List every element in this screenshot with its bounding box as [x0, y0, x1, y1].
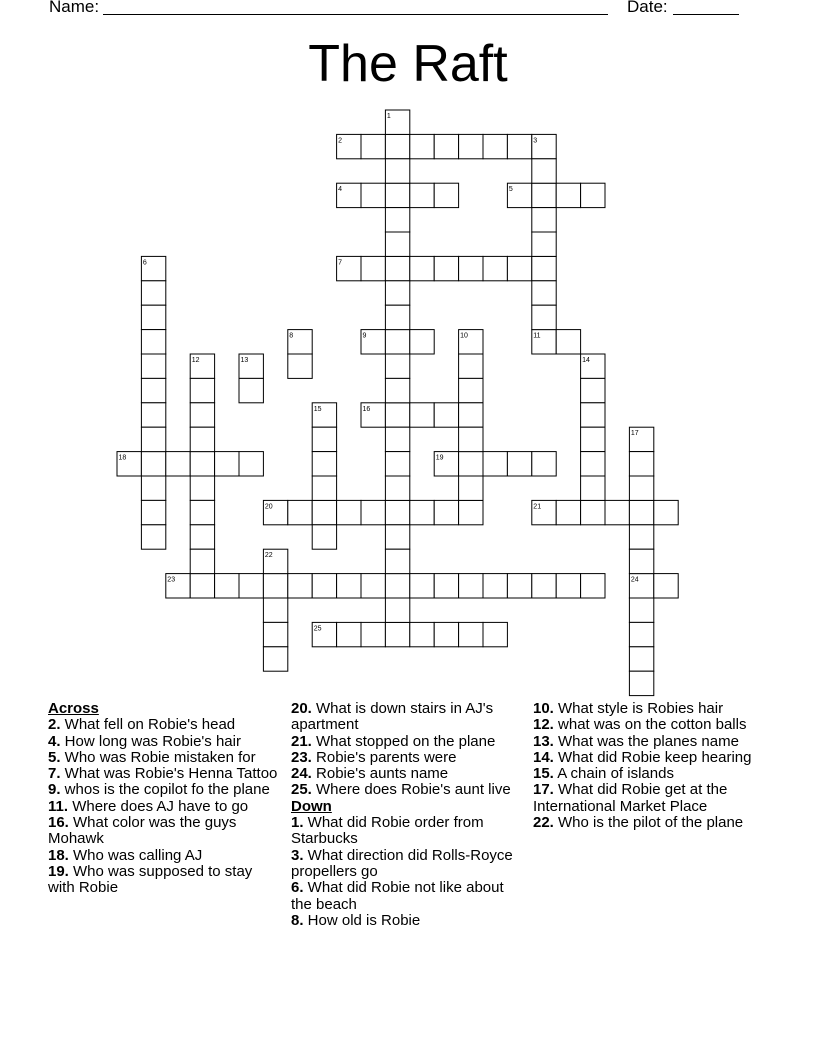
clue-number: 17. — [533, 781, 554, 799]
across-clue — [48, 734, 278, 750]
grid-cell[interactable] — [385, 403, 409, 427]
grid-cell[interactable] — [629, 549, 653, 573]
down-clue — [291, 815, 521, 848]
clue-number-label: 1 — [386, 113, 391, 120]
down-clue — [291, 913, 521, 929]
across-clue — [291, 782, 521, 798]
clue-text: Robie's parents were — [311, 748, 457, 766]
clue-number-label: 22 — [264, 552, 273, 560]
grid-cell[interactable] — [581, 476, 605, 500]
grid-cell[interactable] — [459, 500, 483, 524]
grid-cell[interactable] — [263, 598, 287, 622]
grid-cell[interactable] — [556, 183, 580, 207]
grid-cell[interactable] — [629, 452, 653, 476]
grid-cell[interactable] — [385, 232, 409, 256]
clue-text: Who was calling AJ — [68, 846, 203, 864]
date-label: Date: — [627, 0, 668, 16]
clue-number: 10. — [533, 700, 554, 717]
grid-cell[interactable] — [190, 549, 214, 573]
grid-cell[interactable] — [581, 378, 605, 402]
grid-cell[interactable] — [361, 134, 385, 158]
grid-cell[interactable] — [239, 378, 263, 402]
across-clue — [48, 864, 278, 897]
page-title: The Raft — [308, 35, 508, 93]
grid-cell[interactable] — [141, 378, 165, 402]
grid-cell[interactable] — [605, 500, 629, 524]
clue-number: 14. — [533, 748, 554, 766]
clue-number: 1. — [291, 814, 304, 832]
grid-cell[interactable] — [361, 183, 385, 207]
grid-cell[interactable] — [556, 500, 580, 524]
grid-cell[interactable] — [459, 476, 483, 500]
clue-number: 23. — [291, 748, 312, 766]
grid-cell[interactable] — [459, 256, 483, 280]
grid-cell[interactable] — [141, 452, 165, 476]
clue-text: A chain of islands — [553, 765, 674, 783]
clue-number: 3. — [291, 846, 304, 864]
clue-number-label: 19 — [435, 454, 444, 462]
grid-cell[interactable] — [410, 330, 434, 354]
grid-cell[interactable] — [141, 305, 165, 329]
clue-number-label: 13 — [240, 357, 249, 364]
grid-cell[interactable] — [288, 574, 312, 598]
grid-cell[interactable] — [629, 476, 653, 500]
grid-cell[interactable] — [385, 427, 409, 451]
down-clue — [533, 734, 763, 750]
grid-cell[interactable] — [385, 305, 409, 329]
clue-text: What was the planes name — [553, 732, 739, 750]
clue-number: 11. — [48, 797, 69, 815]
clue-number: 9. — [48, 781, 61, 799]
grid-cell[interactable] — [507, 574, 531, 598]
grid-cell[interactable] — [141, 500, 165, 524]
clue-number: 7. — [48, 765, 61, 783]
grid-cell[interactable] — [410, 500, 434, 524]
down-clue — [533, 782, 763, 815]
grid-cell[interactable] — [581, 403, 605, 427]
across-heading: Across — [48, 700, 99, 717]
grid-cell[interactable] — [532, 574, 556, 598]
grid-cell[interactable] — [312, 452, 336, 476]
grid-cell[interactable] — [385, 330, 409, 354]
clue-text: Where does AJ have to go — [68, 797, 249, 815]
clue-number: 12. — [533, 716, 554, 734]
clue-number-label: 4 — [338, 186, 343, 194]
clue-number-label: 14 — [582, 357, 590, 364]
grid-cell[interactable] — [459, 452, 483, 476]
across-clue — [291, 750, 521, 766]
grid-cell[interactable] — [385, 378, 409, 402]
grid-cell[interactable] — [532, 281, 556, 305]
grid-cell[interactable] — [337, 574, 361, 598]
grid-cell[interactable] — [532, 208, 556, 232]
clue-text: How old is Robie — [303, 911, 421, 929]
grid-cell[interactable] — [141, 330, 165, 354]
grid-cell[interactable] — [532, 232, 556, 256]
down-clue — [291, 880, 521, 913]
grid-cell[interactable] — [581, 500, 605, 524]
grid-cell[interactable] — [361, 622, 385, 646]
grid-cell[interactable] — [556, 574, 580, 598]
clue-text: What did Robie not like about the beach — [291, 879, 504, 913]
grid-cell[interactable] — [581, 452, 605, 476]
grid-cell[interactable] — [629, 671, 653, 695]
clue-text: What direction did Rolls-Royce propellers go — [291, 846, 513, 880]
grid-cell[interactable] — [263, 622, 287, 646]
grid-cell[interactable] — [629, 598, 653, 622]
grid-cell[interactable] — [385, 134, 409, 158]
clue-text: Where does Robie's aunt live — [311, 781, 511, 799]
grid-cell[interactable] — [532, 305, 556, 329]
grid-cell[interactable] — [410, 183, 434, 207]
grid-cell[interactable] — [410, 622, 434, 646]
grid-cell[interactable] — [312, 525, 336, 549]
grid-cell[interactable] — [385, 598, 409, 622]
grid-cell[interactable] — [532, 256, 556, 280]
grid-cell[interactable] — [581, 427, 605, 451]
grid-cell[interactable] — [385, 452, 409, 476]
clue-text: What style is Robies hair — [553, 700, 724, 717]
clue-number-label: 21 — [533, 503, 542, 511]
grid-cell[interactable] — [215, 452, 239, 476]
grid-cell[interactable] — [410, 256, 434, 280]
clue-text: Who was supposed to stay with Robie — [48, 862, 253, 897]
down-clue — [291, 848, 521, 881]
grid-cell[interactable] — [385, 622, 409, 646]
clue-text: what was on the cotton balls — [553, 716, 747, 734]
grid-cell[interactable] — [483, 574, 507, 598]
grid-cell[interactable] — [385, 281, 409, 305]
down-heading: Down — [291, 797, 332, 815]
grid-cell[interactable] — [410, 574, 434, 598]
grid-cell[interactable] — [459, 403, 483, 427]
grid-cell[interactable] — [263, 647, 287, 671]
grid-cell[interactable] — [385, 574, 409, 598]
grid-cell[interactable] — [312, 574, 336, 598]
clue-text: Who is the pilot of the plane — [553, 814, 744, 832]
clue-number: 19. — [48, 862, 69, 880]
grid-cell[interactable] — [385, 256, 409, 280]
clue-text: Robie's aunts name — [311, 765, 449, 783]
clue-number-label: 2 — [338, 137, 343, 145]
grid-cell[interactable] — [434, 574, 458, 598]
grid-cell[interactable] — [190, 452, 214, 476]
across-clue — [48, 815, 278, 848]
down-clue — [533, 750, 763, 766]
clue-number: 16. — [48, 814, 69, 832]
grid-cell[interactable] — [507, 134, 531, 158]
clue-number-label: 9 — [362, 332, 367, 340]
grid-cell[interactable] — [190, 403, 214, 427]
grid-cell[interactable] — [141, 354, 165, 378]
grid-cell[interactable] — [507, 452, 531, 476]
grid-cell[interactable] — [434, 256, 458, 280]
down-clue — [533, 717, 763, 733]
across-clue — [48, 782, 278, 798]
clue-number-label: 7 — [338, 259, 343, 267]
grid-cell[interactable] — [190, 427, 214, 451]
clue-number-label: 16 — [362, 405, 371, 413]
down-clue — [533, 766, 763, 782]
grid-cell[interactable] — [385, 354, 409, 378]
grid-cell[interactable] — [459, 622, 483, 646]
grid-cell[interactable] — [483, 622, 507, 646]
clue-number: 15. — [533, 765, 554, 783]
clue-number: 6. — [291, 879, 304, 897]
grid-cell[interactable] — [629, 525, 653, 549]
grid-cell[interactable] — [312, 476, 336, 500]
grid-cell[interactable] — [312, 500, 336, 524]
clues-column-2 — [291, 701, 521, 929]
grid-cell[interactable] — [337, 500, 361, 524]
clue-number: 8. — [291, 911, 304, 929]
clue-number: 24. — [291, 765, 312, 783]
grid-cell[interactable] — [141, 403, 165, 427]
grid-cell[interactable] — [312, 427, 336, 451]
across-clue — [291, 734, 521, 750]
grid-cell[interactable] — [556, 330, 580, 354]
clue-number-label: 10 — [460, 332, 468, 340]
grid-cell[interactable] — [141, 427, 165, 451]
grid-cell[interactable] — [434, 500, 458, 524]
grid-cell[interactable] — [434, 134, 458, 158]
grid-cell[interactable] — [385, 159, 409, 183]
clue-number-label: 17 — [630, 430, 639, 438]
clue-number-label: 5 — [508, 186, 513, 194]
grid-cell[interactable] — [288, 500, 312, 524]
clue-number-label: 12 — [191, 357, 200, 364]
grid-cell[interactable] — [190, 525, 214, 549]
clue-number: 2. — [48, 716, 61, 734]
clue-text: Who was Robie mistaken for — [60, 748, 256, 766]
clue-number-label: 20 — [264, 503, 273, 511]
clues-column-3 — [533, 701, 763, 831]
grid-cell[interactable] — [532, 183, 556, 207]
clue-number-label: 6 — [142, 259, 147, 267]
grid-cell[interactable] — [385, 208, 409, 232]
grid-cell[interactable] — [385, 500, 409, 524]
down-clue — [533, 701, 763, 717]
clue-number: 18. — [48, 846, 69, 864]
grid-cell[interactable] — [141, 525, 165, 549]
grid-cell[interactable] — [654, 574, 678, 598]
clue-text: What was Robie's Henna Tattoo — [60, 765, 278, 783]
grid-cell[interactable] — [581, 183, 605, 207]
name-label: Name: — [49, 0, 100, 16]
clue-number-label: 3 — [533, 137, 538, 145]
clue-number-label: 23 — [167, 576, 176, 584]
grid-cell[interactable] — [459, 354, 483, 378]
clue-number-label: 18 — [118, 454, 127, 462]
grid-cell[interactable] — [459, 574, 483, 598]
clue-number: 25. — [291, 781, 312, 799]
grid-cell[interactable] — [434, 403, 458, 427]
clue-text: How long was Robie's hair — [60, 732, 241, 750]
grid-cell[interactable] — [434, 183, 458, 207]
clue-text: What did Robie get at the International Market Place — [533, 781, 728, 815]
clue-text: What is down stairs in AJ's apartment — [291, 700, 494, 734]
grid-cell[interactable] — [215, 574, 239, 598]
clue-number-label: 24 — [630, 576, 639, 584]
grid-cell[interactable] — [483, 452, 507, 476]
grid-cell[interactable] — [434, 622, 458, 646]
grid-cell[interactable] — [361, 256, 385, 280]
across-clue — [291, 701, 521, 734]
clue-text: What fell on Robie's head — [60, 716, 236, 734]
clue-number: 22. — [533, 814, 554, 832]
grid-cell[interactable] — [361, 500, 385, 524]
grid-cell[interactable] — [263, 574, 287, 598]
across-clue — [48, 717, 278, 733]
grid-cell[interactable] — [385, 476, 409, 500]
clue-text: What color was the guys Mohawk — [48, 814, 237, 848]
grid-cell[interactable] — [483, 134, 507, 158]
across-clue — [48, 848, 278, 864]
across-clue — [48, 799, 278, 815]
grid-cell[interactable] — [288, 354, 312, 378]
clue-number: 20. — [291, 700, 312, 717]
grid-cell[interactable] — [459, 134, 483, 158]
grid-cell[interactable] — [507, 256, 531, 280]
clue-number: 5. — [48, 748, 61, 766]
grid-cell[interactable] — [410, 134, 434, 158]
clue-text: What did Robie keep hearing — [553, 748, 752, 766]
grid-cell[interactable] — [141, 281, 165, 305]
clue-number: 21. — [291, 732, 312, 750]
grid-cell[interactable] — [190, 500, 214, 524]
grid-cell[interactable] — [190, 574, 214, 598]
clue-number: 13. — [533, 732, 554, 750]
grid-cell[interactable] — [141, 476, 165, 500]
grid-cell[interactable] — [239, 452, 263, 476]
down-clue — [533, 815, 763, 831]
clue-number-label: 15 — [313, 405, 322, 413]
grid-cell[interactable] — [190, 476, 214, 500]
grid-cell[interactable] — [459, 427, 483, 451]
across-clue — [48, 766, 278, 782]
grid-cell[interactable] — [385, 549, 409, 573]
clue-number-label: 25 — [313, 625, 322, 633]
grid-cell[interactable] — [337, 622, 361, 646]
grid-cell[interactable] — [459, 378, 483, 402]
clue-number-label: 11 — [533, 332, 541, 340]
clue-text: What did Robie order from Starbucks — [291, 814, 484, 848]
across-clue — [291, 766, 521, 782]
grid-cell[interactable] — [629, 622, 653, 646]
grid-cell[interactable] — [410, 403, 434, 427]
grid-cell[interactable] — [166, 452, 190, 476]
grid-cell[interactable] — [581, 574, 605, 598]
grid-cell[interactable] — [532, 452, 556, 476]
clue-number-label: 8 — [289, 332, 294, 340]
grid-cell[interactable] — [385, 183, 409, 207]
grid-cell[interactable] — [532, 159, 556, 183]
grid-cell[interactable] — [654, 500, 678, 524]
grid-cell[interactable] — [239, 574, 263, 598]
grid-cell[interactable] — [385, 525, 409, 549]
grid-cell[interactable] — [190, 378, 214, 402]
clue-number: 4. — [48, 732, 61, 750]
clues-column-1 — [48, 701, 278, 897]
grid-cell[interactable] — [629, 500, 653, 524]
clue-text: whos is the copilot fo the plane — [60, 781, 270, 799]
clue-text: What stopped on the plane — [311, 732, 496, 750]
grid-cell[interactable] — [629, 647, 653, 671]
grid-cell[interactable] — [361, 574, 385, 598]
grid-cell[interactable] — [483, 256, 507, 280]
across-clue — [48, 750, 278, 766]
